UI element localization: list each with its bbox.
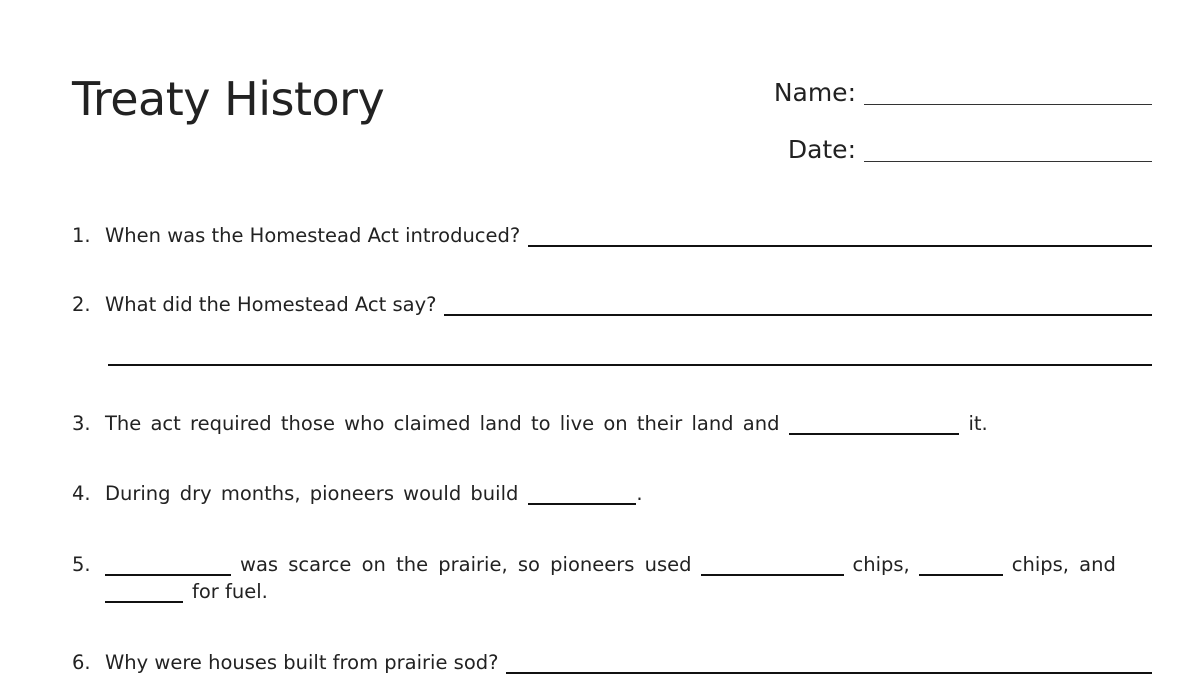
question-text-part2: chips, bbox=[852, 553, 910, 576]
question-number: 4. bbox=[72, 482, 91, 505]
question-number: 3. bbox=[72, 412, 91, 435]
question-3 bbox=[72, 410, 1152, 438]
answer-blank-3[interactable] bbox=[919, 574, 1003, 576]
question-6 bbox=[72, 649, 1152, 677]
question-text: When was the Homestead Act introduced? bbox=[105, 224, 521, 247]
date-label: Date: bbox=[787, 135, 856, 164]
page-title: Treaty History bbox=[72, 72, 385, 126]
question-number: 5. bbox=[72, 553, 91, 576]
question-text: During dry months, pioneers would build bbox=[105, 482, 519, 505]
question-text-part1: was scarce on the prairie, so pioneers used bbox=[240, 553, 692, 576]
question-text-part3: chips, and bbox=[1011, 553, 1116, 576]
question-number: 6. bbox=[72, 651, 91, 674]
answer-blank-1[interactable] bbox=[105, 574, 231, 576]
answer-blank[interactable] bbox=[789, 433, 959, 435]
answer-blank[interactable] bbox=[506, 672, 1152, 674]
question-2 bbox=[72, 291, 1152, 319]
question-number: 1. bbox=[72, 224, 91, 247]
answer-blank-4[interactable] bbox=[105, 601, 183, 603]
name-label: Name: bbox=[773, 78, 856, 107]
question-text: What did the Homestead Act say? bbox=[105, 293, 437, 316]
answer-blank-2[interactable] bbox=[701, 574, 844, 576]
question-number: 2. bbox=[72, 293, 91, 316]
answer-blank[interactable] bbox=[528, 245, 1152, 247]
question-text: The act required those who claimed land to live on their land and bbox=[105, 412, 780, 435]
question-5 bbox=[72, 551, 1152, 579]
answer-blank[interactable] bbox=[528, 503, 636, 505]
question-text-end: it. bbox=[968, 412, 988, 435]
date-field-row bbox=[788, 135, 1152, 165]
name-blank[interactable] bbox=[864, 104, 1152, 105]
answer-blank-second-line[interactable] bbox=[108, 364, 1152, 366]
question-text-part4: for fuel. bbox=[192, 580, 268, 603]
question-4 bbox=[72, 480, 1152, 508]
question-1 bbox=[72, 222, 1152, 250]
question-text: Why were houses built from prairie sod? bbox=[105, 651, 499, 674]
answer-blank[interactable] bbox=[444, 314, 1152, 316]
name-field-row bbox=[774, 78, 1152, 108]
question-5-continuation bbox=[105, 578, 268, 606]
date-blank[interactable] bbox=[864, 161, 1152, 162]
question-text-end: . bbox=[636, 482, 643, 505]
